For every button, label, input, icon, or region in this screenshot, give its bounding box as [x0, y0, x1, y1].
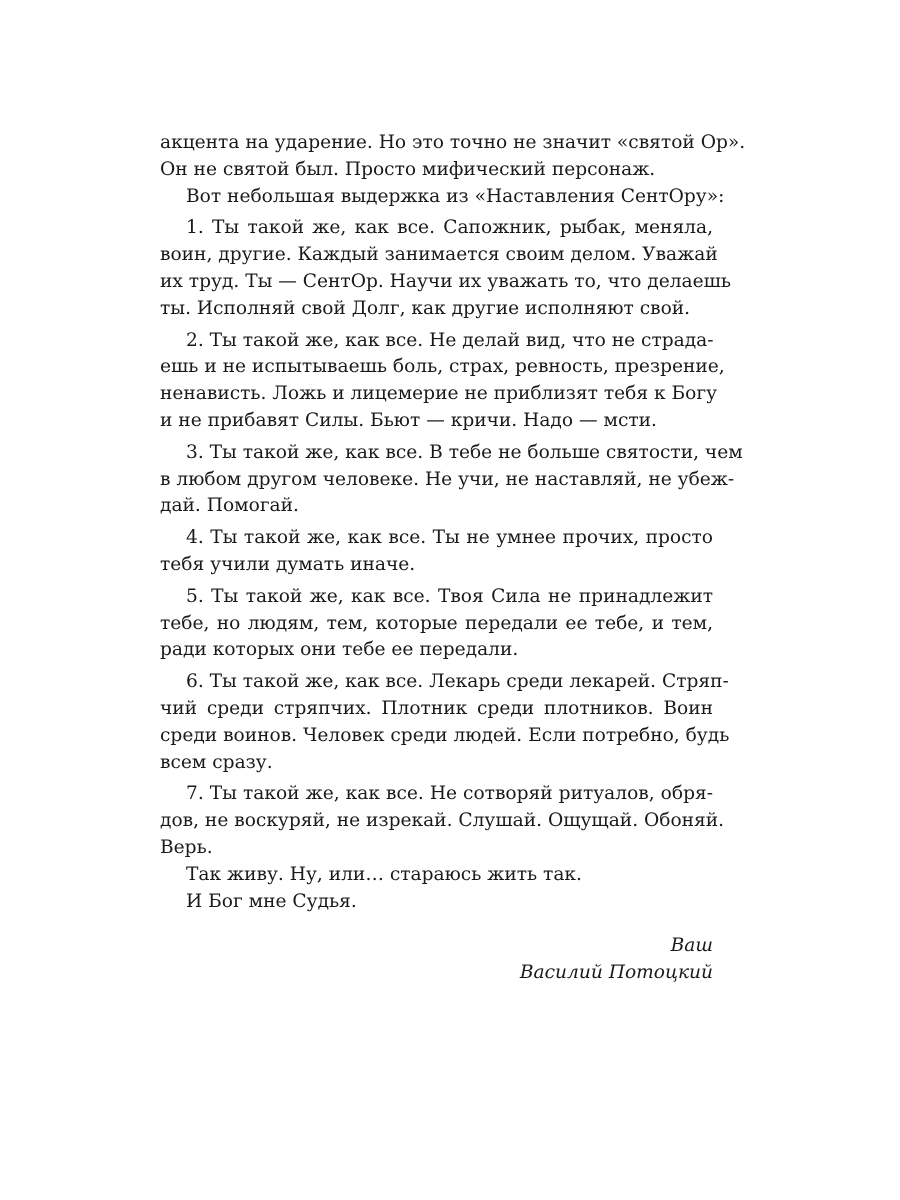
text-line: 7. Ты такой же, как все. Не сотворяй ритуалов, обря- — [186, 783, 713, 805]
text-line: акцента на ударение. Но это точно не значит «святой Ор». — [160, 132, 746, 153]
paragraph-item-3 — [160, 440, 743, 520]
signature-author: Василий Потоцкий — [519, 962, 713, 984]
text-line: 6. Ты такой же, как все. Лекарь среди лекарей. Стряп- — [186, 671, 729, 693]
paragraph-item-4 — [160, 525, 713, 579]
paragraph-item-1 — [160, 215, 732, 322]
paragraph — [160, 889, 713, 916]
text-line: их труд. Ты — СентОр. Научи их уважать то, что делаешь — [160, 270, 732, 292]
text-line: 3. Ты такой же, как все. В тебе не больше святости, чем — [186, 441, 743, 463]
paragraph-item-7 — [160, 781, 725, 861]
text-line: Верь. — [160, 836, 213, 858]
text-line: 5. Ты такой же, как все. Твоя Сила не принадлежит — [186, 585, 713, 607]
text-line: чий среди стряпчих. Плотник среди плотников. Воин — [160, 697, 713, 719]
text-line: дай. Помогай. — [160, 495, 299, 517]
text-line: ненависть. Ложь и лицемерие не приблизят тебя к Богу — [160, 383, 718, 405]
text-line: воин, другие. Каждый занимается своим делом. Уважай — [160, 244, 718, 266]
paragraph-item-5 — [160, 584, 713, 664]
signature-salutation: Ваш — [670, 935, 713, 957]
signature — [160, 933, 713, 987]
text-line: ты. Исполняй свой Долг, как другие исполняют свой. — [160, 297, 691, 319]
text-line: ешь и не испытываешь боль, страх, ревность, презрение, — [160, 356, 725, 378]
text-line: Вот небольшая выдержка из «Наставления СентОру»: — [186, 185, 725, 207]
text-line: в любом другом человеке. Не учи, не наставляй, не убеж- — [160, 468, 735, 490]
text-line: и не прибавят Силы. Бьют — кричи. Надо — мсти. — [160, 409, 657, 431]
text-line: дов, не воскуряй, не изрекай. Слушай. Ощущай. Обоняй. — [160, 810, 725, 832]
paragraph — [160, 130, 746, 184]
text-line: Так живу. Ну, или… стараюсь жить так. — [186, 863, 582, 885]
paragraph-item-6 — [160, 669, 730, 776]
paragraph — [160, 184, 725, 211]
text-line: 1. Ты такой же, как все. Сапожник, рыбак, меняла, — [186, 217, 713, 239]
text-line: И Бог мне Судья. — [186, 890, 357, 912]
book-page — [160, 130, 746, 987]
text-line: Он не святой был. Просто мифический персонаж. — [160, 158, 656, 180]
paragraph-item-2 — [160, 328, 725, 435]
text-line: среди воинов. Человек среди людей. Если потребно, будь — [160, 724, 730, 746]
paragraph — [160, 862, 713, 889]
text-line: тебе, но людям, тем, которые передали ее тебе, и тем, — [160, 612, 713, 634]
text-line: 2. Ты такой же, как все. Не делай вид, что не страда- — [186, 329, 714, 351]
text-line: 4. Ты такой же, как все. Ты не умнее прочих, просто — [186, 527, 713, 549]
text-line: тебя учили думать иначе. — [160, 553, 416, 575]
text-line: ради которых они тебе ее передали. — [160, 639, 519, 661]
text-line: всем сразу. — [160, 751, 273, 773]
